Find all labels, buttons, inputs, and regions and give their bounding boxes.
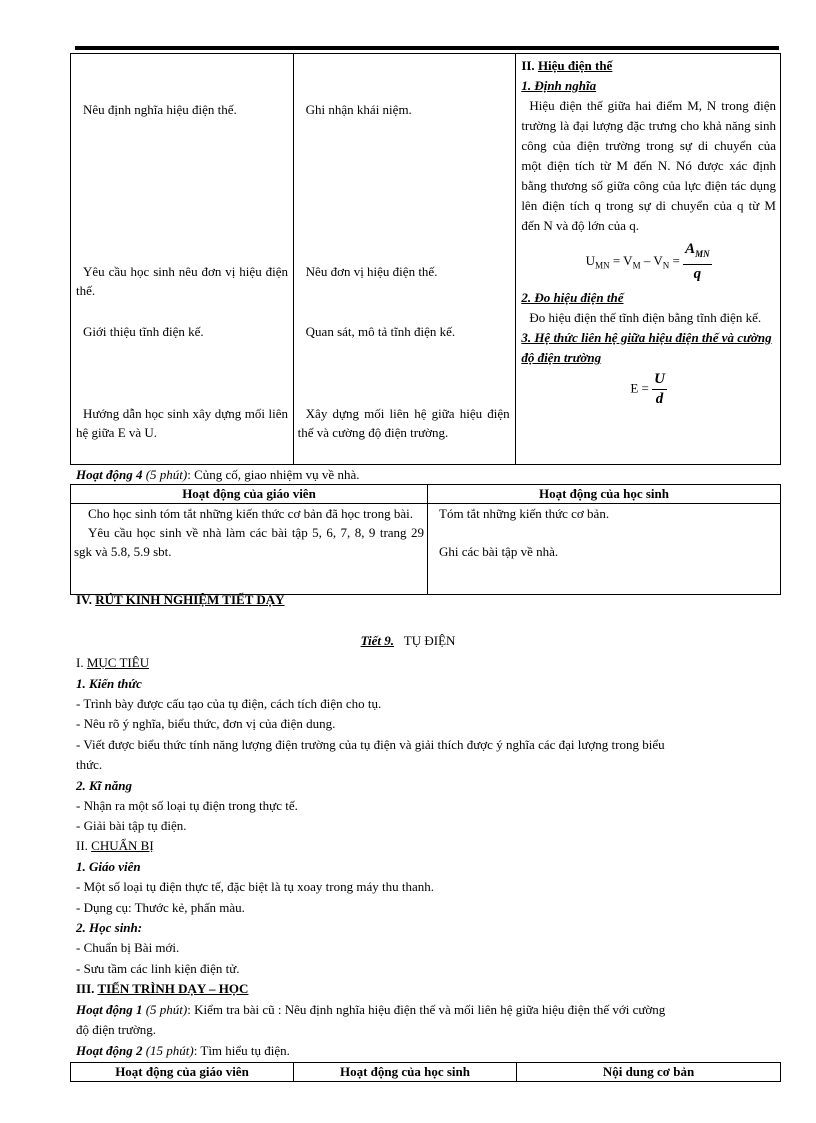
- knowledge-1: - Trình bày được cấu tạo của tụ điện, cách tích điện cho tụ.: [76, 696, 382, 711]
- subheading-skills: 2. Kĩ năng: [76, 778, 132, 793]
- activity-2-table: [70, 1062, 781, 1082]
- skill-1: - Nhận ra một số loại tụ điện trong thực tế.: [76, 798, 298, 813]
- teacher-cell: [71, 504, 428, 595]
- subheading-teacher: 1. Giáo viên: [76, 859, 141, 874]
- measure-paragraph: Đo hiệu điện thế tĩnh điện bằng tĩnh điện kế.: [529, 310, 762, 325]
- student-cell: [428, 504, 781, 595]
- teacher-item-1: Cho học sinh tóm tắt những kiến thức cơ bản đã học trong bài.: [88, 506, 413, 521]
- subheading-student: 2. Học sinh:: [76, 920, 143, 935]
- section-iv-heading: IV. RÚT KINH NGHIỆM TIẾT DẠY: [76, 592, 285, 607]
- content-header: Nội dung cơ bản: [517, 1063, 781, 1082]
- subheading-relation: 3. Hệ thức liên hệ giữa hiệu điện thế và cường độ điện trường: [521, 330, 772, 365]
- student-item-1: Tóm tắt những kiến thức cơ bản.: [439, 506, 610, 521]
- knowledge-3-cont: thức.: [76, 757, 103, 772]
- subheading-measure: 2. Đo hiệu điện thế: [521, 290, 624, 305]
- teacher-row-2: Yêu cầu học sinh nêu đơn vị hiệu điện thế.: [76, 264, 288, 298]
- teacher-row-4: Hướng dẫn học sinh xây dựng mối liên hệ giữa E và U.: [76, 406, 288, 440]
- definition-paragraph: Hiệu điện thế giữa hai điểm M, N trong điện trường là đại lượng đặc trưng cho khả năng sinh công của điện trường trong sự di chuyển của một điện tích từ M đến N. Nó được xác định bằng thương số giữa công của lực điện tác dụng lên điện tích q trong sự di chuyển của q từ M đến N và độ lớn của q.: [521, 98, 776, 233]
- activity-1-line: Hoạt động 1 (5 phút): Kiểm tra bài cũ : Nêu định nghĩa hiệu điện thế và mối liên hệ giữa hiệu điện thế với cường: [76, 1002, 666, 1017]
- teacher-prep-2: - Dụng cụ: Thước kẻ, phấn màu.: [76, 900, 245, 915]
- section-ii-heading: II. CHUẨN BỊ: [76, 838, 154, 853]
- student-item-2: Ghi các bài tập về nhà.: [439, 544, 559, 559]
- activity-2-line: Hoạt động 2 (15 phút): Tìm hiểu tụ điện.: [76, 1043, 290, 1058]
- teacher-header: Hoạt động của giáo viên: [71, 485, 428, 504]
- student-column: [293, 54, 516, 465]
- teacher-column: [71, 54, 294, 465]
- student-prep-2: - Sưu tầm các linh kiện điện tử.: [76, 961, 240, 976]
- student-header: Hoạt động của học sinh: [294, 1063, 517, 1082]
- section-heading: II. Hiệu điện thế: [521, 58, 613, 73]
- activity-4-table: [70, 484, 781, 595]
- knowledge-3: - Viết được biểu thức tính năng lượng điện trường của tụ điện và giải thích được ý nghĩa các đại lượng trong biểu: [76, 737, 665, 752]
- student-row-1: Ghi nhận khái niệm.: [305, 102, 412, 117]
- formula-umn: $U_{MN} = V_M - V_N$ = $\frac{A_{MN}}{q}$: [585, 241, 710, 282]
- teacher-prep-1: - Một số loại tụ điện thực tế, đặc biệt là tụ xoay trong máy thu thanh.: [76, 879, 434, 894]
- teacher-item-2: Yêu cầu học sinh về nhà làm các bài tập 5, 6, 7, 8, 9 trang 29 sgk và 5.8, 5.9 sbt.: [74, 525, 424, 559]
- teacher-row-1: Nêu định nghĩa hiệu điện thế.: [83, 102, 237, 117]
- skill-2: - Giải bài tập tụ điện.: [76, 818, 187, 833]
- student-header: Hoạt động của học sinh: [428, 485, 781, 504]
- knowledge-2: - Nêu rõ ý nghĩa, biểu thức, đơn vị của điện dung.: [76, 716, 336, 731]
- section-iii-heading: III. TIẾN TRÌNH DẠY – HỌC: [76, 981, 249, 996]
- activity-1-line-cont: độ điện trường.: [76, 1022, 156, 1037]
- lesson-title: Tiết 9. TỤ ĐIỆN: [360, 633, 456, 648]
- activity-4-line: Hoạt động 4 (5 phút): Củng cố, giao nhiệm vụ về nhà.: [76, 467, 360, 482]
- student-prep-1: - Chuẩn bị Bài mới.: [76, 940, 180, 955]
- content-column: [516, 54, 781, 465]
- subheading-definition: 1. Định nghĩa: [521, 78, 597, 93]
- top-rule: [75, 46, 779, 50]
- subheading-knowledge: 1. Kiến thức: [76, 676, 142, 691]
- section-i-heading: I. MỤC TIÊU: [76, 655, 150, 670]
- student-row-4: Xây dựng mối liên hệ giữa hiệu điện thế và cường độ điện trường.: [297, 406, 510, 440]
- formula-e: E = $\frac{U}{d}$: [630, 371, 665, 407]
- teacher-row-3: Giới thiệu tĩnh điện kế.: [83, 324, 204, 339]
- activity-table-hieu-dien-the: [70, 53, 781, 465]
- teacher-header: Hoạt động của giáo viên: [71, 1063, 294, 1082]
- student-row-3: Quan sát, mô tả tĩnh điện kế.: [305, 324, 456, 339]
- student-row-2: Nêu đơn vị hiệu điện thế.: [305, 264, 438, 279]
